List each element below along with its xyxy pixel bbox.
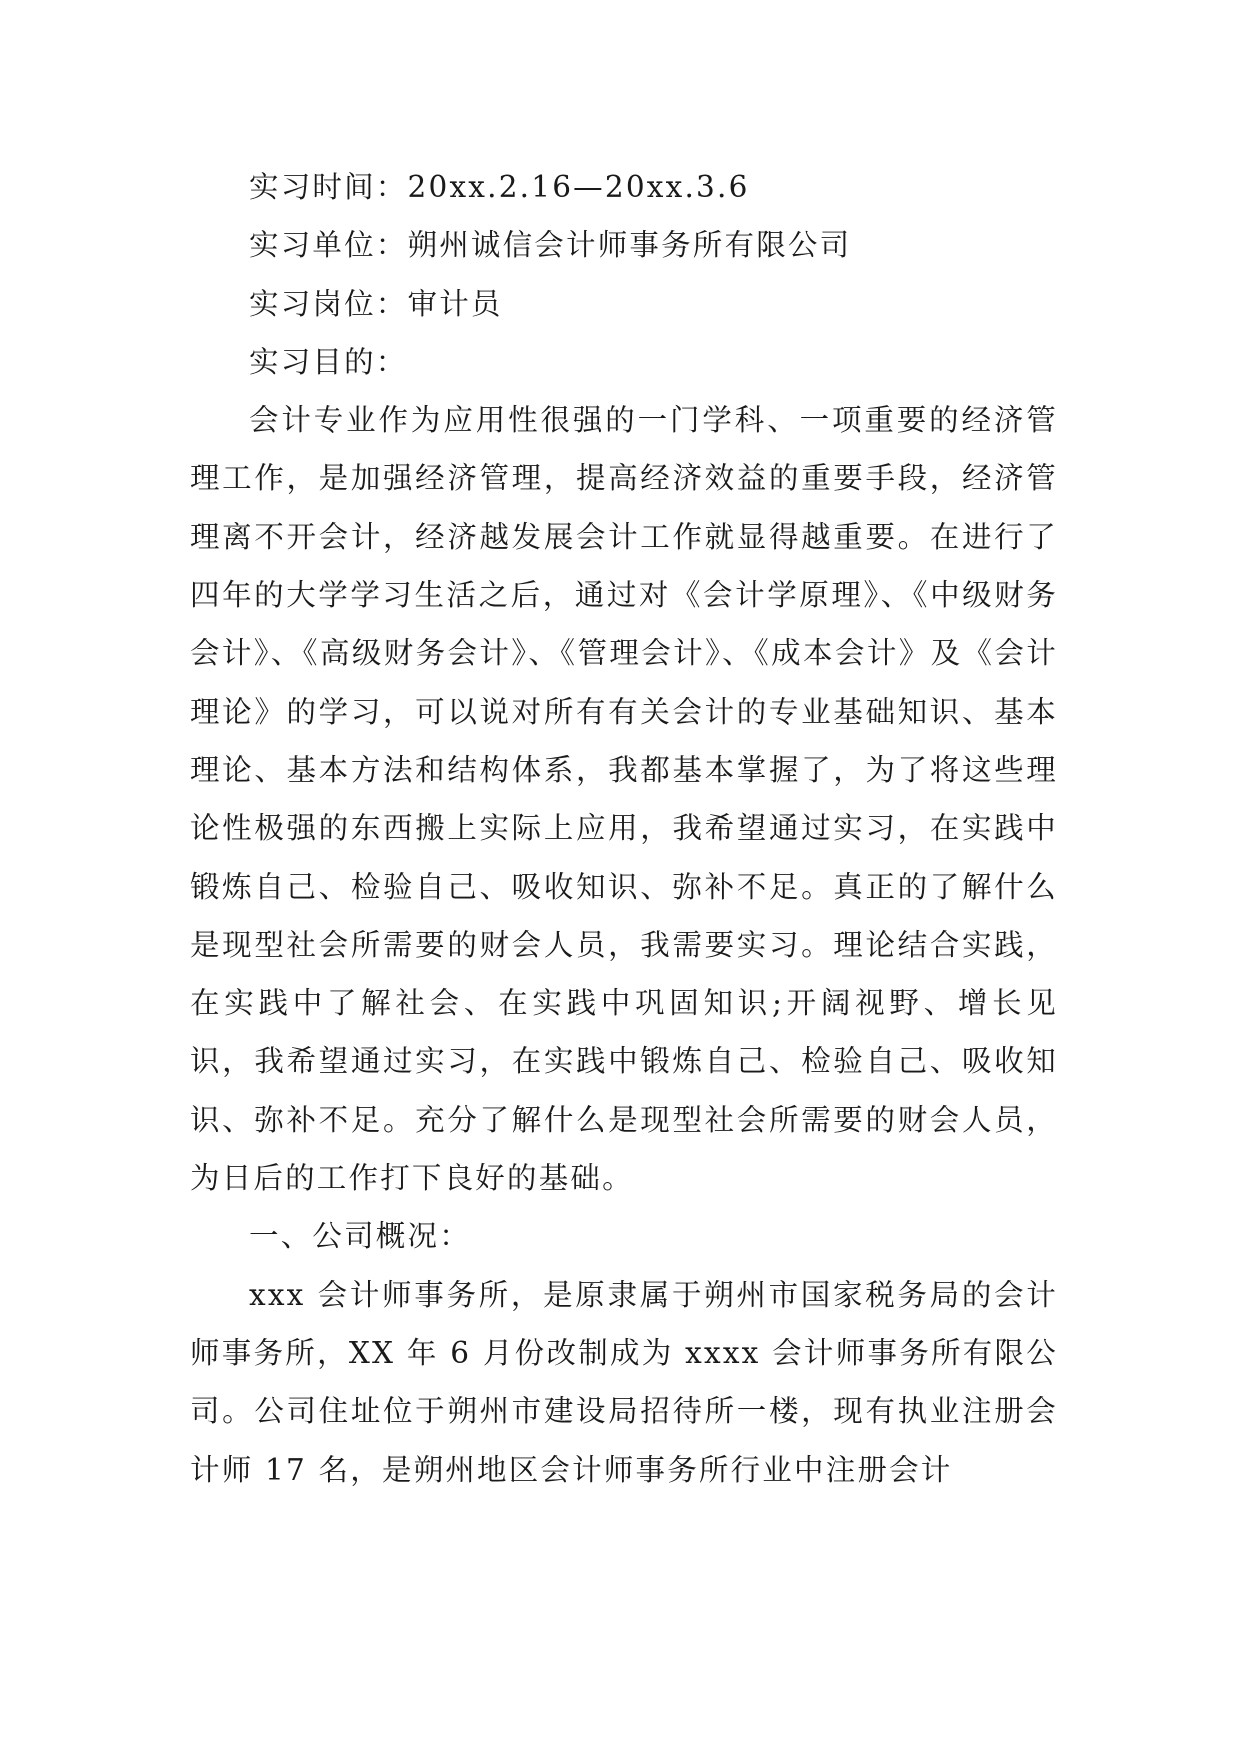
company-overview-heading: 一、公司概况： xyxy=(249,1219,471,1254)
internship-company: 实习单位：朔州诚信会计师事务所有限公司 xyxy=(249,228,852,263)
internship-purpose-heading: 实习目的： xyxy=(249,344,408,379)
document-body xyxy=(190,158,1058,1499)
company-overview-paragraph: xxx 会计师事务所，是原隶属于朔州市国家税务局的会计师事务所，XX 年 6 月份改制成为 xxxx 会计师事务所有限公司。公司住址位于朔州市建设局招待所一楼，现有执业注册会计师 17 名，是朔州地区会计师事务所行业中注册会计 xyxy=(190,1277,1058,1487)
internship-position: 实习岗位：审计员 xyxy=(249,286,503,321)
internship-period: 实习时间：20xx.2.16—20xx.3.6 xyxy=(249,170,750,204)
internship-purpose-paragraph: 会计专业作为应用性很强的一门学科、一项重要的经济管理工作，是加强经济管理，提高经济效益的重要手段，经济管理离不开会计，经济越发展会计工作就显得越重要。在进行了四年的大学学习生活之后，通过对《会计学原理》、《中级财务会计》、《高级财务会计》、《管理会计》、《成本会计》及《会计理论》的学习，可以说对所有有关会计的专业基础知识、基本理论、基本方法和结构体系，我都基本掌握了，为了将这些理论性极强的东西搬上实际上应用，我希望通过实习，在实践中锻炼自己、检验自己、吸收知识、弥补不足。真正的了解什么是现型社会所需要的财会人员，我需要实习。理论结合实践，在实践中了解社会、在实践中巩固知识;开阔视野、增长见识，我希望通过实习，在实践中锻炼自己、检验自己、吸收知识、弥补不足。充分了解什么是现型社会所需要的财会人员，为日后的工作打下良好的基础。 xyxy=(190,403,1058,1196)
